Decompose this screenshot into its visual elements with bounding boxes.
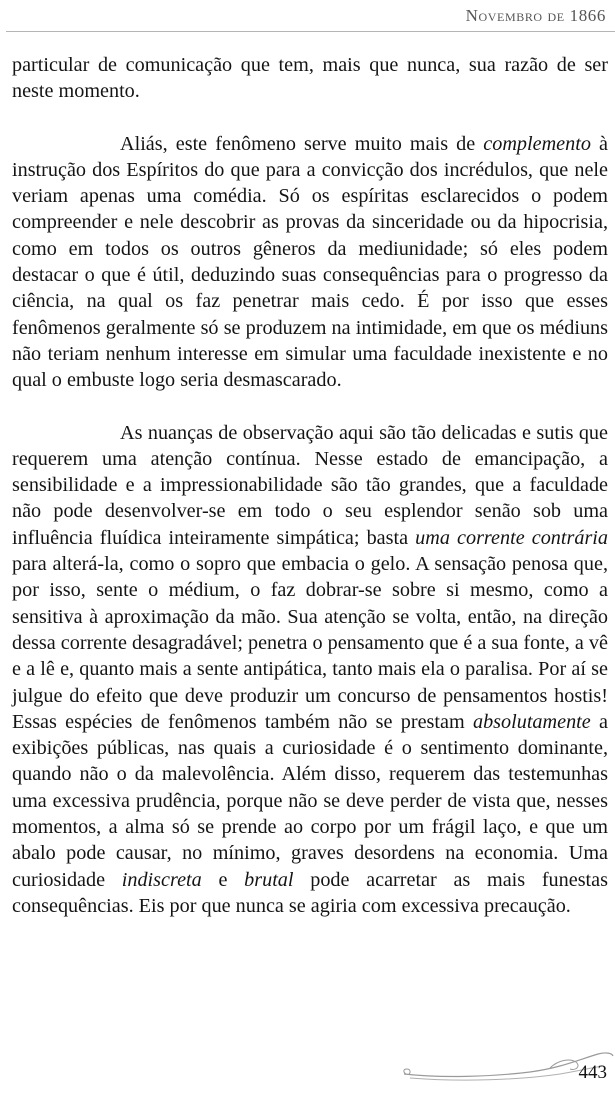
page-number: 443: [578, 1062, 607, 1083]
paragraph-1: particular de comunicação que tem, mais que nunca, sua razão de ser neste momento.: [12, 54, 608, 103]
emphasis-complemento: complemento: [483, 132, 591, 155]
emphasis-indiscreta: indiscreta: [121, 868, 202, 891]
emphasis-corrente-contraria: uma corrente contrária: [415, 526, 609, 549]
running-head-title: Novembro de 1866: [465, 6, 606, 25]
emphasis-brutal: brutal: [244, 868, 294, 891]
header-divider: [6, 31, 615, 32]
page-body: [12, 52, 608, 919]
paragraph-2: Aliás, este fenômeno serve muito mais de complemento à instrução dos Espíritos do que para a convicção dos incrédulos, que nele veriam apenas uma comédia. Só os espíritas esclarecidos o podem compreender e nele descobrir as provas da sinceridade ou da hipocrisia, como em todos os outros gêneros da mediunidade; só eles podem destacar o que é útil, deduzindo suas consequências para o progresso da ciência, na qual os faz penetrar mais cedo. É por isso que esses fenômenos geralmente só se produzem na intimidade, em que os médiuns não teriam nenhum interesse em simular uma faculdade inexistente e no qual o embuste logo seria desmascarado.: [12, 132, 608, 392]
emphasis-absolutamente: absolutamente: [472, 710, 591, 733]
paragraph-3: As nuanças de observação aqui são tão delicadas e sutis que requerem uma atenção contínua. Nesse estado de emancipação, a sensibilidade e a impressionabilidade são tão grandes, que a faculdade não pode desenvolver-se em todo o seu esplendor senão sob uma influência fluídica inteiramente simpática; basta uma corrente contrária para alterá-la, como o sopro que embacia o gelo. A sensação penosa que, por isso, sente o médium, o faz dobrar-se sobre si mesmo, como a sensitiva à aproximação da mão. Sua atenção se volta, então, na direção dessa corrente desagradável; penetra o pensamento que é a sua fonte, a vê e a lê e, quanto mais a sente antipática, tanto mais ela o paralisa. Por aí se julgue do efeito que deve produzir um concurso de pensamentos hostis! Essas espécies de fenômenos também não se prestam absolutamente a exibições públicas, nas quais a curiosidade é o sentimento dominante, quando não o da malevolência. Além disso, requerem das testemunhas uma excessiva prudência, porque não se deve perder de vista que, nesses momentos, a alma só se prende ao corpo por um frágil laço, e que um abalo pode causar, no mínimo, graves desordens na economia. Uma curiosidade indiscreta e brutal pode acarretar as mais funestas consequências. Eis por que nunca se agiria com excessiva precaução.: [12, 421, 609, 917]
